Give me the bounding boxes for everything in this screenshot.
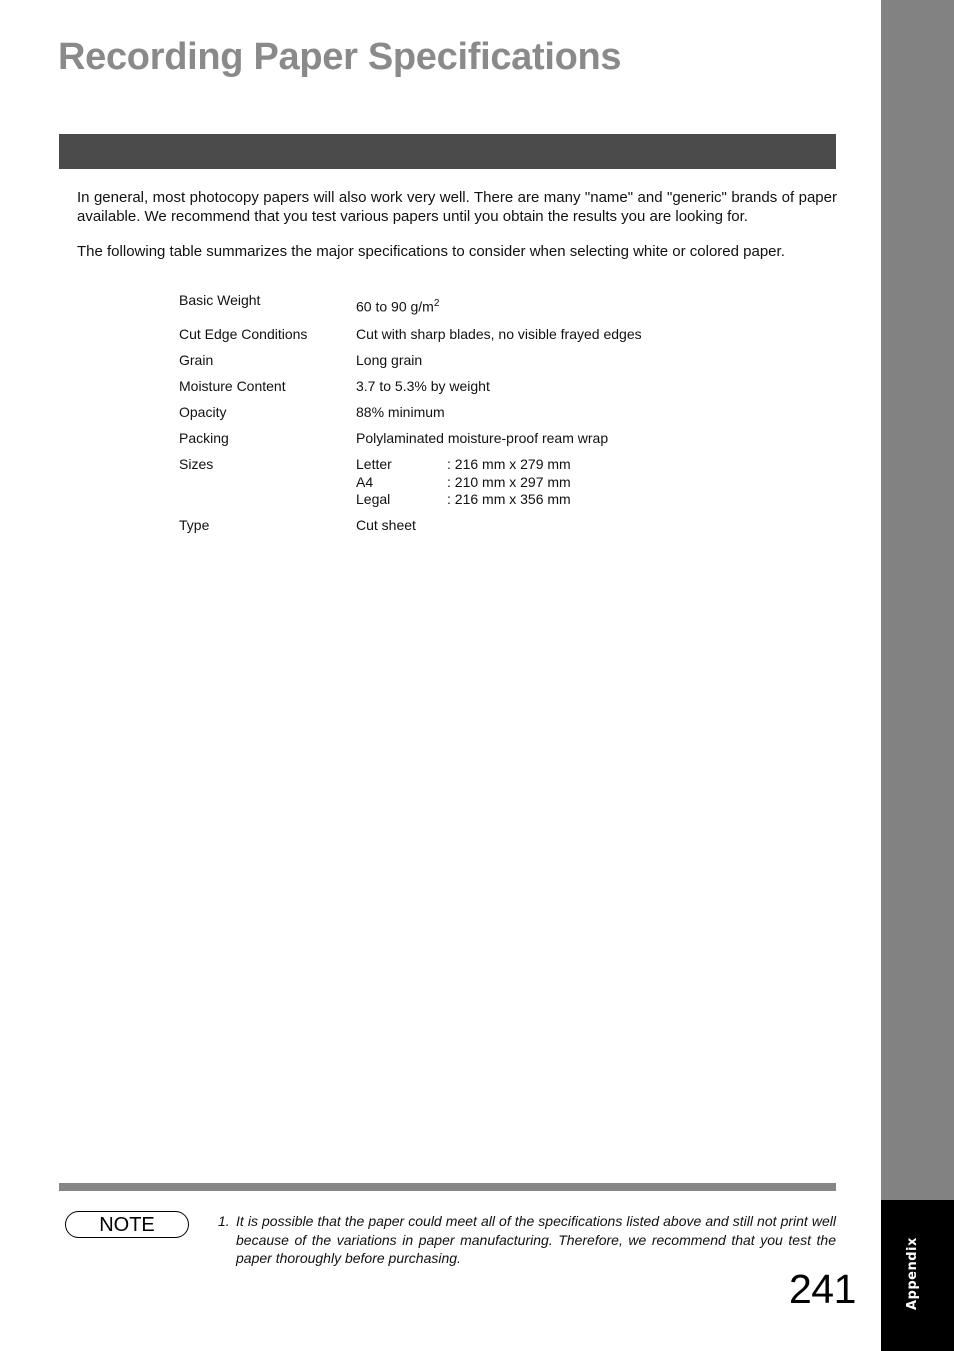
spec-row-type	[179, 517, 739, 535]
spec-value	[356, 292, 739, 316]
page-number: 241	[789, 1266, 856, 1312]
note-text: It is possible that the paper could meet all of the specifications listed above and still not print well because of the variations in paper manufacturing. Therefore, we recommend that you test the paper thoroughly before purchasing.	[236, 1213, 836, 1266]
section-header-bar	[59, 134, 836, 169]
size-name: Legal	[356, 491, 391, 508]
size-item	[356, 456, 739, 474]
size-dimensions: : 210 mm x 297 mm	[447, 473, 571, 490]
side-tab-label: Appendix	[905, 1237, 920, 1310]
spec-row-packing	[179, 430, 739, 448]
spec-value: 88% minimum	[356, 404, 445, 421]
spec-row-basic-weight	[179, 292, 739, 316]
size-name: A4	[356, 473, 374, 490]
spec-value-text: 60 to 90 g/m	[356, 298, 434, 315]
size-name: Letter	[356, 456, 392, 473]
spec-value: 3.7 to 5.3% by weight	[356, 378, 490, 395]
spec-row-moisture	[179, 378, 739, 396]
spec-value: Long grain	[356, 352, 423, 369]
table-intro-paragraph: The following table summarizes the major specifications to consider when selecting white or colored paper.	[77, 243, 785, 260]
spec-row-cut-edge	[179, 326, 739, 344]
size-dimensions: : 216 mm x 279 mm	[447, 456, 571, 473]
spec-label: Grain	[179, 352, 214, 369]
spec-label: Moisture Content	[179, 378, 286, 395]
spec-label: Cut Edge Conditions	[179, 326, 308, 343]
spec-table	[179, 292, 739, 543]
size-item	[356, 491, 739, 509]
spec-row-opacity	[179, 404, 739, 422]
size-dimensions: : 216 mm x 356 mm	[447, 491, 571, 508]
note-divider	[59, 1183, 836, 1191]
intro-paragraph: In general, most photocopy papers will also work very well. There are many "name" and "generic" brands of paper available. We recommend that you test various papers until you obtain the results you are looking for.	[77, 189, 837, 225]
spec-value: Cut with sharp blades, no visible frayed edges	[356, 326, 642, 343]
size-item	[356, 474, 739, 492]
side-tab	[881, 0, 954, 1200]
spec-row-grain	[179, 352, 739, 370]
note-badge: NOTE	[65, 1211, 189, 1238]
spec-value: Cut sheet	[356, 517, 416, 534]
spec-label: Opacity	[179, 404, 227, 421]
spec-label: Type	[179, 517, 210, 534]
superscript: 2	[433, 298, 440, 309]
spec-value: Polylaminated moisture-proof ream wrap	[356, 430, 609, 447]
spec-value-sizes	[356, 456, 739, 509]
spec-label: Basic Weight	[179, 292, 261, 308]
spec-label: Sizes	[179, 456, 214, 473]
note-number: 1.	[218, 1213, 230, 1229]
page-title: Recording Paper Specifications	[58, 36, 622, 78]
spec-label: Packing	[179, 430, 229, 447]
spec-row-sizes	[179, 456, 739, 509]
